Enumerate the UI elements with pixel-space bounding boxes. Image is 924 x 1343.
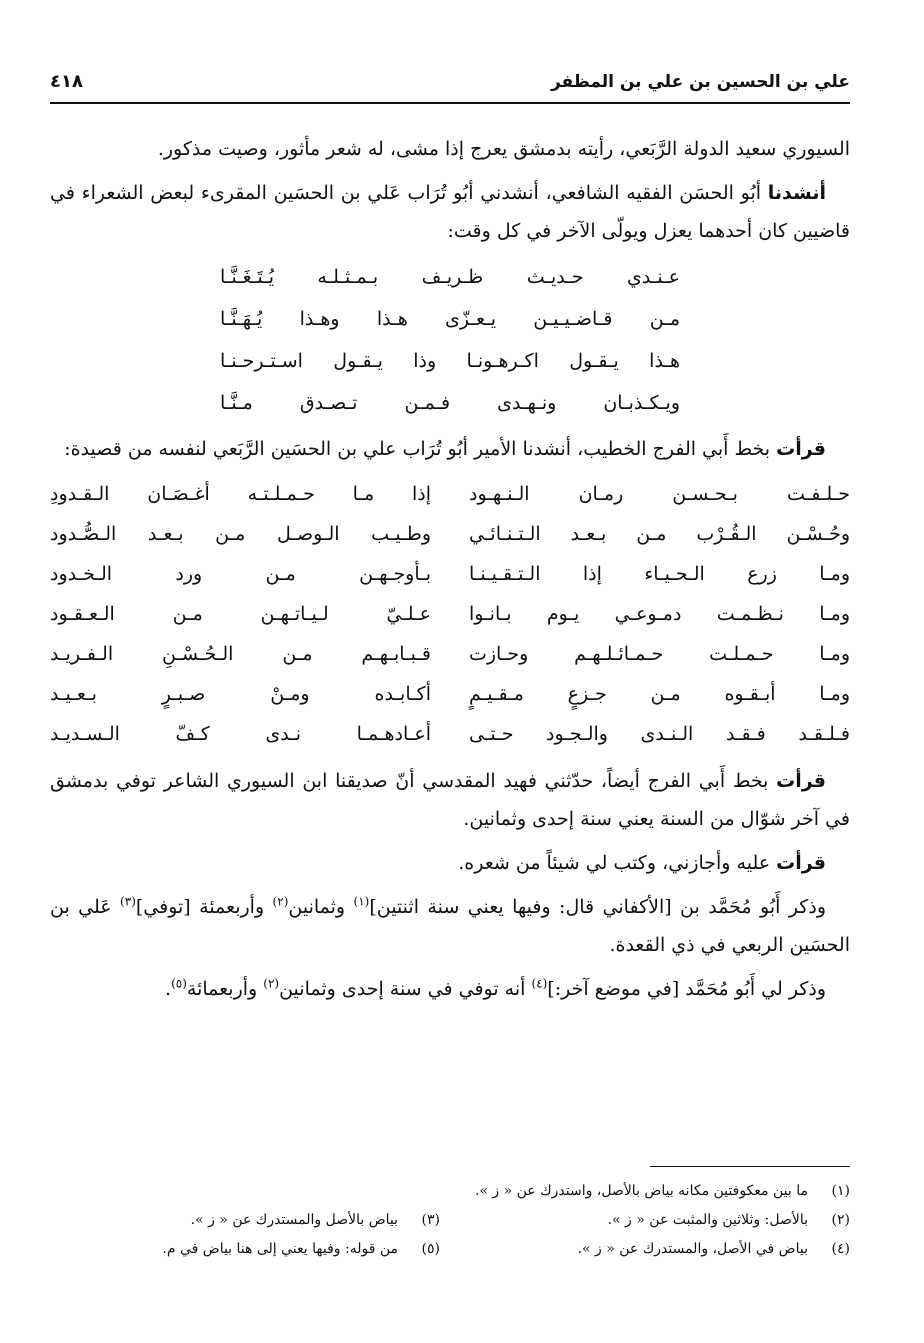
footnote-ref: (٣) (120, 894, 136, 909)
footnote-number: (٥) (421, 1241, 440, 1257)
poem-second-hemistich: إذا مـا حـمـلـتـه أغـصَـان الـقـدودِ (50, 483, 431, 505)
paragraph-6-text: وذكر أَبُو مُحَمَّد بن [الأكفاني قال: وفيها يعني سنة اثنتين] (369, 896, 826, 918)
paragraph-7-text: وأربعمائة (186, 978, 264, 1000)
paragraph-4-text: بخط أَبي الفرج أيضاً، حدّثني فهيد المقدسي أنّ صديقنا ابن السيوري الشاعر توفي بدمشق في آخر شوّال من السنة يعني سنة إحدى وثمانين. (50, 770, 850, 830)
footnote-number: (٢) (831, 1212, 850, 1228)
paragraph-1-text: السيوري سعيد الدولة الرَّبَعي، رأيته بدمشق يعرج إذا مشى، له شعر مأثور، وصيت مذكور. (157, 138, 850, 160)
running-header (50, 62, 850, 104)
footnote-3 (50, 1206, 440, 1235)
footnote-row (50, 1206, 850, 1235)
footnote-divider (650, 1166, 850, 1167)
paragraph-6-text: عَلي بن الحسَين الربعي في ذي القعدة. (50, 896, 850, 956)
poem-short-verse: هـذا يـقـول اكـرهـونـا وذا يـقـول اسـتـرحـنـا (220, 350, 680, 372)
poem-short-verse: عـنـدي حـديـث ظـريـف بـمـثـلـه يُـتَـغَـنَّـا (220, 266, 680, 288)
poem-short (220, 256, 680, 424)
poem-first-hemistich: ومـا نـظـمـت دمـوعـي يـوم بـانـوا (469, 603, 850, 625)
poem-first-hemistich: فـلـقـد فـقـد الـنـدى والـجـود حـتـى (469, 723, 850, 745)
page-number: ٤١٨ (50, 71, 83, 92)
footnote-row (50, 1235, 850, 1264)
paragraph-5 (50, 844, 850, 882)
paragraph-5-keyword: قرأت (776, 852, 826, 874)
poem-second-hemistich: قـبـابـهـم مـن الـحُـسْـنِ الـفـريـد (50, 643, 431, 665)
paragraph-3-text: بخط أَبي الفرج الخطيب، أنشدنا الأمير أبُو تُرَاب علي بن الحسَين الرَّبَعي لنفسه من قصيدة: (64, 438, 777, 460)
footnote-ref: (٢) (263, 976, 280, 991)
footnote-ref: (٥) (171, 976, 187, 991)
footnote-text: بياض بالأصل والمستدرك عن « ز ». (190, 1212, 398, 1228)
paragraph-6-text: وأربعمئة [توفي] (135, 896, 273, 918)
footnote-ref: (٤) (531, 976, 548, 991)
poem-first-hemistich: ومـا أبـقـوه مـن جـزعٍ مـقـيـمٍ (469, 683, 850, 705)
footnotes (50, 1166, 850, 1264)
poem-first-hemistich: وحُـسْـن الـقُـرْب مـن بـعـد الـتـنـائـي (469, 523, 850, 545)
paragraph-7-text: وذكر لي أَبُو مُحَمَّد [في موضع آخر:] (547, 978, 826, 1000)
paragraph-5-text: عليه وأجازني، وكتب لي شيئاً من شعره. (458, 852, 777, 874)
poem-short-verse: ويـكـذبـان ونـهـدى فـمـن تـصـدق مـنَّـا (220, 392, 680, 414)
footnote-5 (50, 1235, 440, 1264)
footnote-1 (50, 1177, 850, 1206)
footnote-text: من قوله: وفيها يعني إلى هنا بياض في م. (162, 1241, 398, 1257)
paragraph-7-text: . (165, 978, 172, 1000)
footnote-2 (460, 1206, 850, 1235)
footnote-text: ما بين معكوفتين مكانه بياض بالأصل، واستدرك عن « ز ». (474, 1183, 808, 1199)
poem-second-hemistich: عـلـيّ لـيـاتـهـن مـن الـعـقـود (50, 603, 431, 625)
poem-second-hemistich: بـأوجـهـن مـن ورد الـخـدود (50, 563, 431, 585)
paragraph-7 (50, 970, 850, 1008)
footnote-number: (١) (831, 1183, 850, 1199)
paragraph-1 (50, 130, 850, 168)
paragraph-6 (50, 888, 850, 964)
footnote-ref: (١) (353, 894, 370, 909)
footnote-ref: (٢) (272, 894, 289, 909)
footnote-number: (٤) (831, 1241, 850, 1257)
footnote-number: (٣) (421, 1212, 440, 1228)
footnote-4 (460, 1235, 850, 1264)
poem-second-hemistich: وطـيـب الـوصـل مـن بـعـد الـصُّـدود (50, 523, 431, 545)
paragraph-2-text: أبُو الحسَن الفقيه الشافعي، أنشدني أبُو تُرَاب عَلي بن الحسَين المقرىء لبعض الشعراء في قاضيين كان أحدهما يعزل ويولّى الآخر في كل وقت: (50, 182, 850, 242)
poem-second-hemistich: أعـادهـمـا نـدى كـفّ الـسـديـد (50, 723, 431, 745)
paragraph-2-keyword: أنشدنا (767, 182, 826, 204)
poem-first-hemistich: حـلـفـت بـحـسـن رمـان الـنـهـود (469, 483, 850, 505)
paragraph-4-keyword: قرأت (776, 770, 826, 792)
poem-short-verse: مـن قـاضـيـيـن يـعـزّى هـذا وهـذا يُـهَـنَّـا (220, 308, 680, 330)
poem-first-hemistich: ومـا زرع الـحـيـاء إذا الـتـقـيـنـا (469, 563, 850, 585)
paragraph-3 (50, 430, 850, 468)
paragraph-3-keyword: قرأت (776, 438, 826, 460)
paragraph-4 (50, 762, 850, 838)
book-page (50, 62, 850, 1014)
paragraph-2 (50, 174, 850, 250)
poem-qasida (50, 474, 850, 754)
paragraph-7-text: أنه توفي في سنة إحدى وثمانين (279, 978, 532, 1000)
running-title: علي بن الحسين بن علي بن المظفر (550, 72, 850, 92)
poem-second-hemistich: أكـابـده ومـنْ صـبـرٍ بـعـيـد (50, 683, 431, 705)
footnote-text: بياض في الأصل، والمستدرك عن « ز ». (577, 1241, 808, 1257)
main-text (50, 130, 850, 1008)
footnote-text: بالأصل: وثلاثين والمثبت عن « ز ». (607, 1212, 808, 1228)
poem-first-hemistich: ومـا حـمـلـت حـمـائـلـهـم وحـازت (469, 643, 850, 665)
paragraph-6-text: وثمانين (288, 896, 354, 918)
